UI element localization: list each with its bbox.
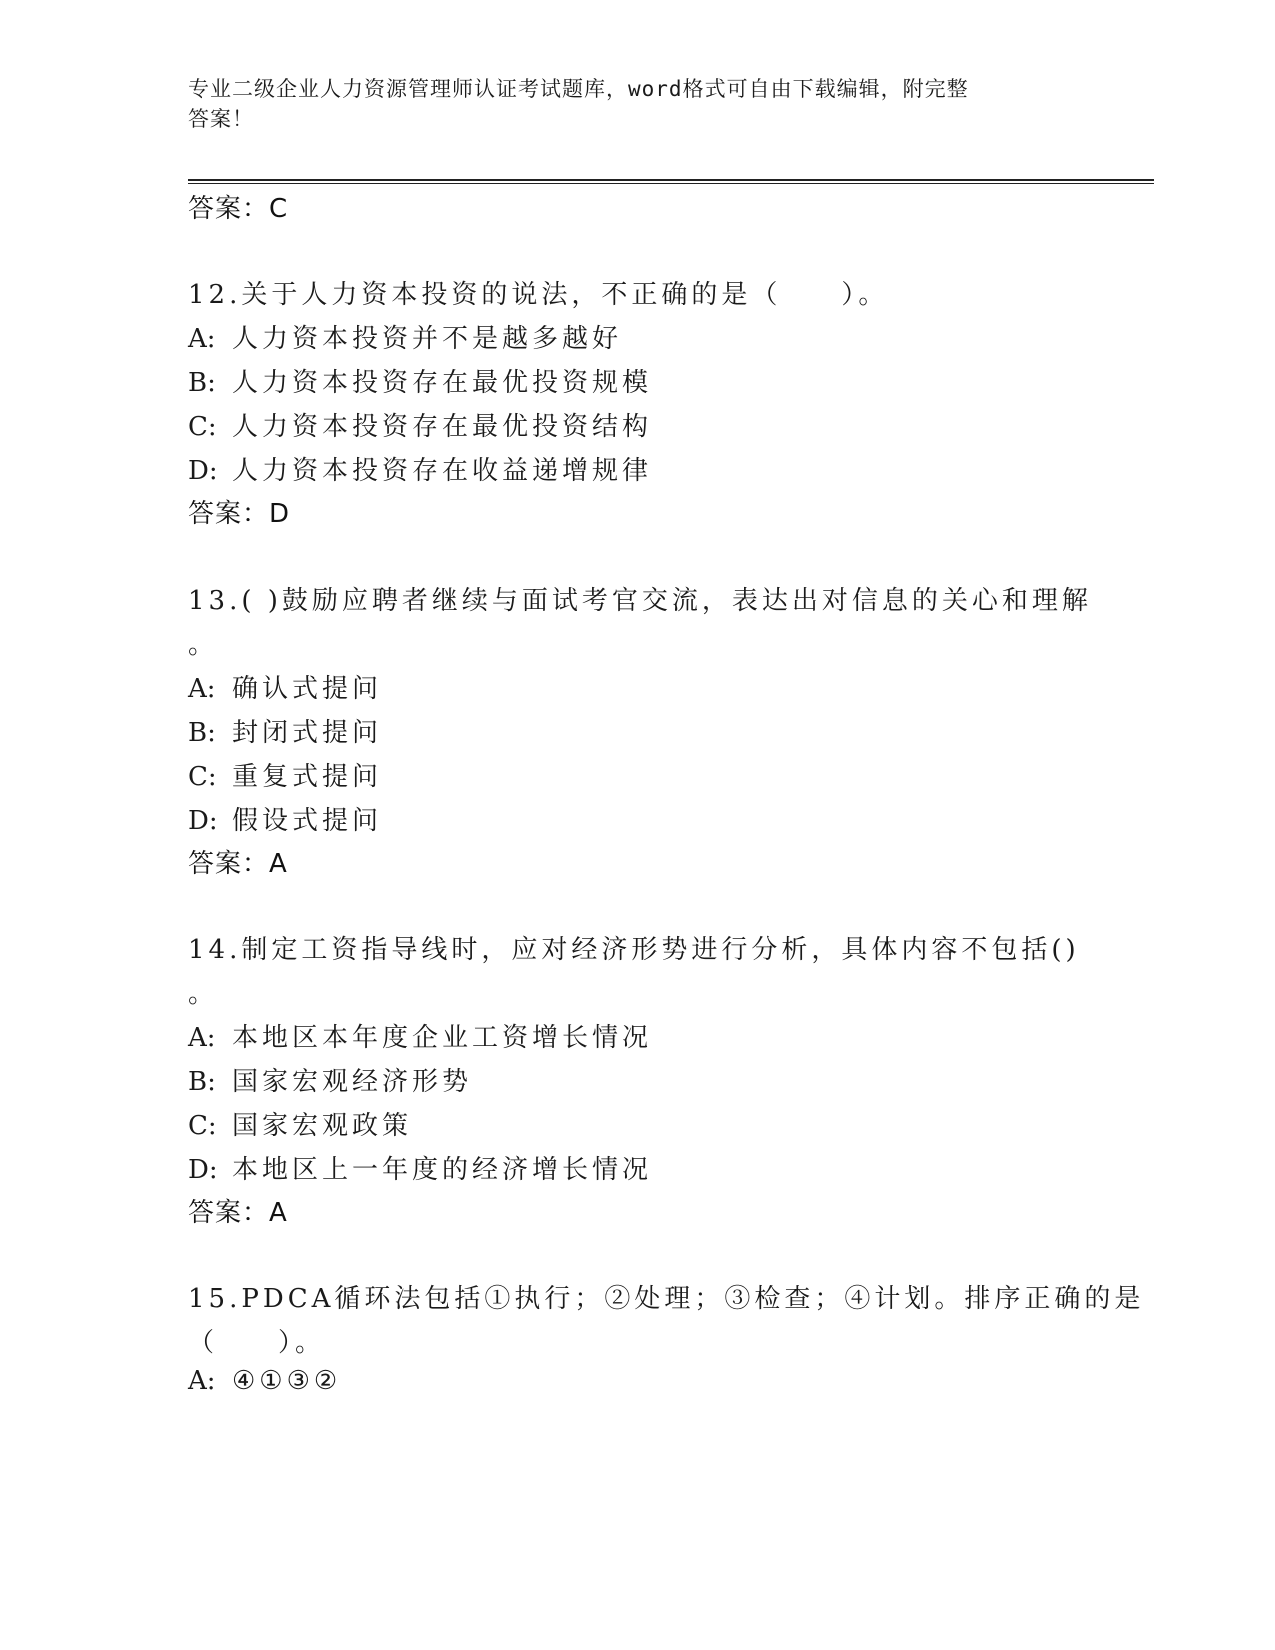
- question-13-option-a: [188, 668, 382, 705]
- option-letter: A:: [188, 1023, 216, 1053]
- option-letter: C:: [188, 762, 217, 792]
- option-text: 重复式提问: [232, 762, 383, 792]
- header-line-2: 答案！: [188, 107, 254, 131]
- option-text: 人力资本投资存在最优投资结构: [232, 412, 653, 442]
- question-13-option-d: [188, 800, 382, 837]
- header-divider-thin: [188, 183, 1154, 184]
- option-text: 封闭式提问: [232, 718, 383, 748]
- option-text: 本地区上一年度的经济增长情况: [232, 1155, 653, 1185]
- question-12-option-d: [188, 450, 652, 487]
- answer-12: 答案：D: [188, 499, 291, 529]
- question-13-stem: 13.( )鼓励应聘者继续与面试考官交流，表达出对信息的关心和理解: [188, 586, 1092, 616]
- document-header: [188, 74, 1068, 134]
- question-14-stem: 14.制定工资指导线时，应对经济形势进行分析，具体内容不包括(): [188, 935, 1080, 965]
- question-14-option-b: [188, 1061, 472, 1098]
- option-text: 确认式提问: [232, 674, 383, 704]
- option-letter: A:: [188, 324, 216, 354]
- question-12-option-a: [188, 318, 622, 355]
- option-letter: B:: [188, 1067, 216, 1097]
- option-text: 假设式提问: [232, 806, 383, 836]
- question-12-stem: 12.关于人力资本投资的说法，不正确的是（ ）。: [188, 280, 889, 310]
- option-text: 人力资本投资并不是越多越好: [232, 324, 623, 354]
- option-text: 国家宏观经济形势: [232, 1067, 473, 1097]
- option-letter: D:: [188, 806, 218, 836]
- option-text: ④①③②: [232, 1366, 342, 1396]
- question-12-option-c: [188, 406, 652, 443]
- answer-14: 答案：A: [188, 1198, 288, 1228]
- option-letter: D:: [188, 1155, 218, 1185]
- option-letter: C:: [188, 412, 217, 442]
- option-text: 人力资本投资存在最优投资规模: [232, 368, 653, 398]
- option-text: 人力资本投资存在收益递增规律: [232, 456, 653, 486]
- option-letter: A:: [188, 674, 216, 704]
- question-15-stem-continued: （ ）。: [188, 1328, 326, 1358]
- option-letter: D:: [188, 456, 218, 486]
- question-15-stem: 15.PDCA循环法包括①执行；②处理；③检查；④计划。排序正确的是: [188, 1284, 1145, 1314]
- answer-previous: 答案：C: [188, 194, 289, 224]
- option-text: 国家宏观政策: [232, 1111, 413, 1141]
- option-letter: A:: [188, 1366, 216, 1396]
- answer-13: 答案：A: [188, 849, 288, 879]
- option-letter: B:: [188, 718, 216, 748]
- option-letter: B:: [188, 368, 216, 398]
- option-text: 本地区本年度企业工资增长情况: [232, 1023, 653, 1053]
- question-14-option-a: [188, 1017, 652, 1054]
- question-13-stem-continued: 。: [188, 630, 219, 660]
- question-12-option-b: [188, 362, 652, 399]
- question-13-option-c: [188, 756, 382, 793]
- question-13-option-b: [188, 712, 382, 749]
- header-line-1: 专业二级企业人力资源管理师认证考试题库，word格式可自由下载编辑，附完整: [188, 77, 969, 101]
- question-14-stem-continued: 。: [188, 979, 219, 1009]
- question-14-option-c: [188, 1105, 412, 1142]
- option-letter: C:: [188, 1111, 217, 1141]
- header-divider-thick: [188, 179, 1154, 181]
- question-15-option-a: [188, 1366, 341, 1396]
- question-14-option-d: [188, 1149, 652, 1186]
